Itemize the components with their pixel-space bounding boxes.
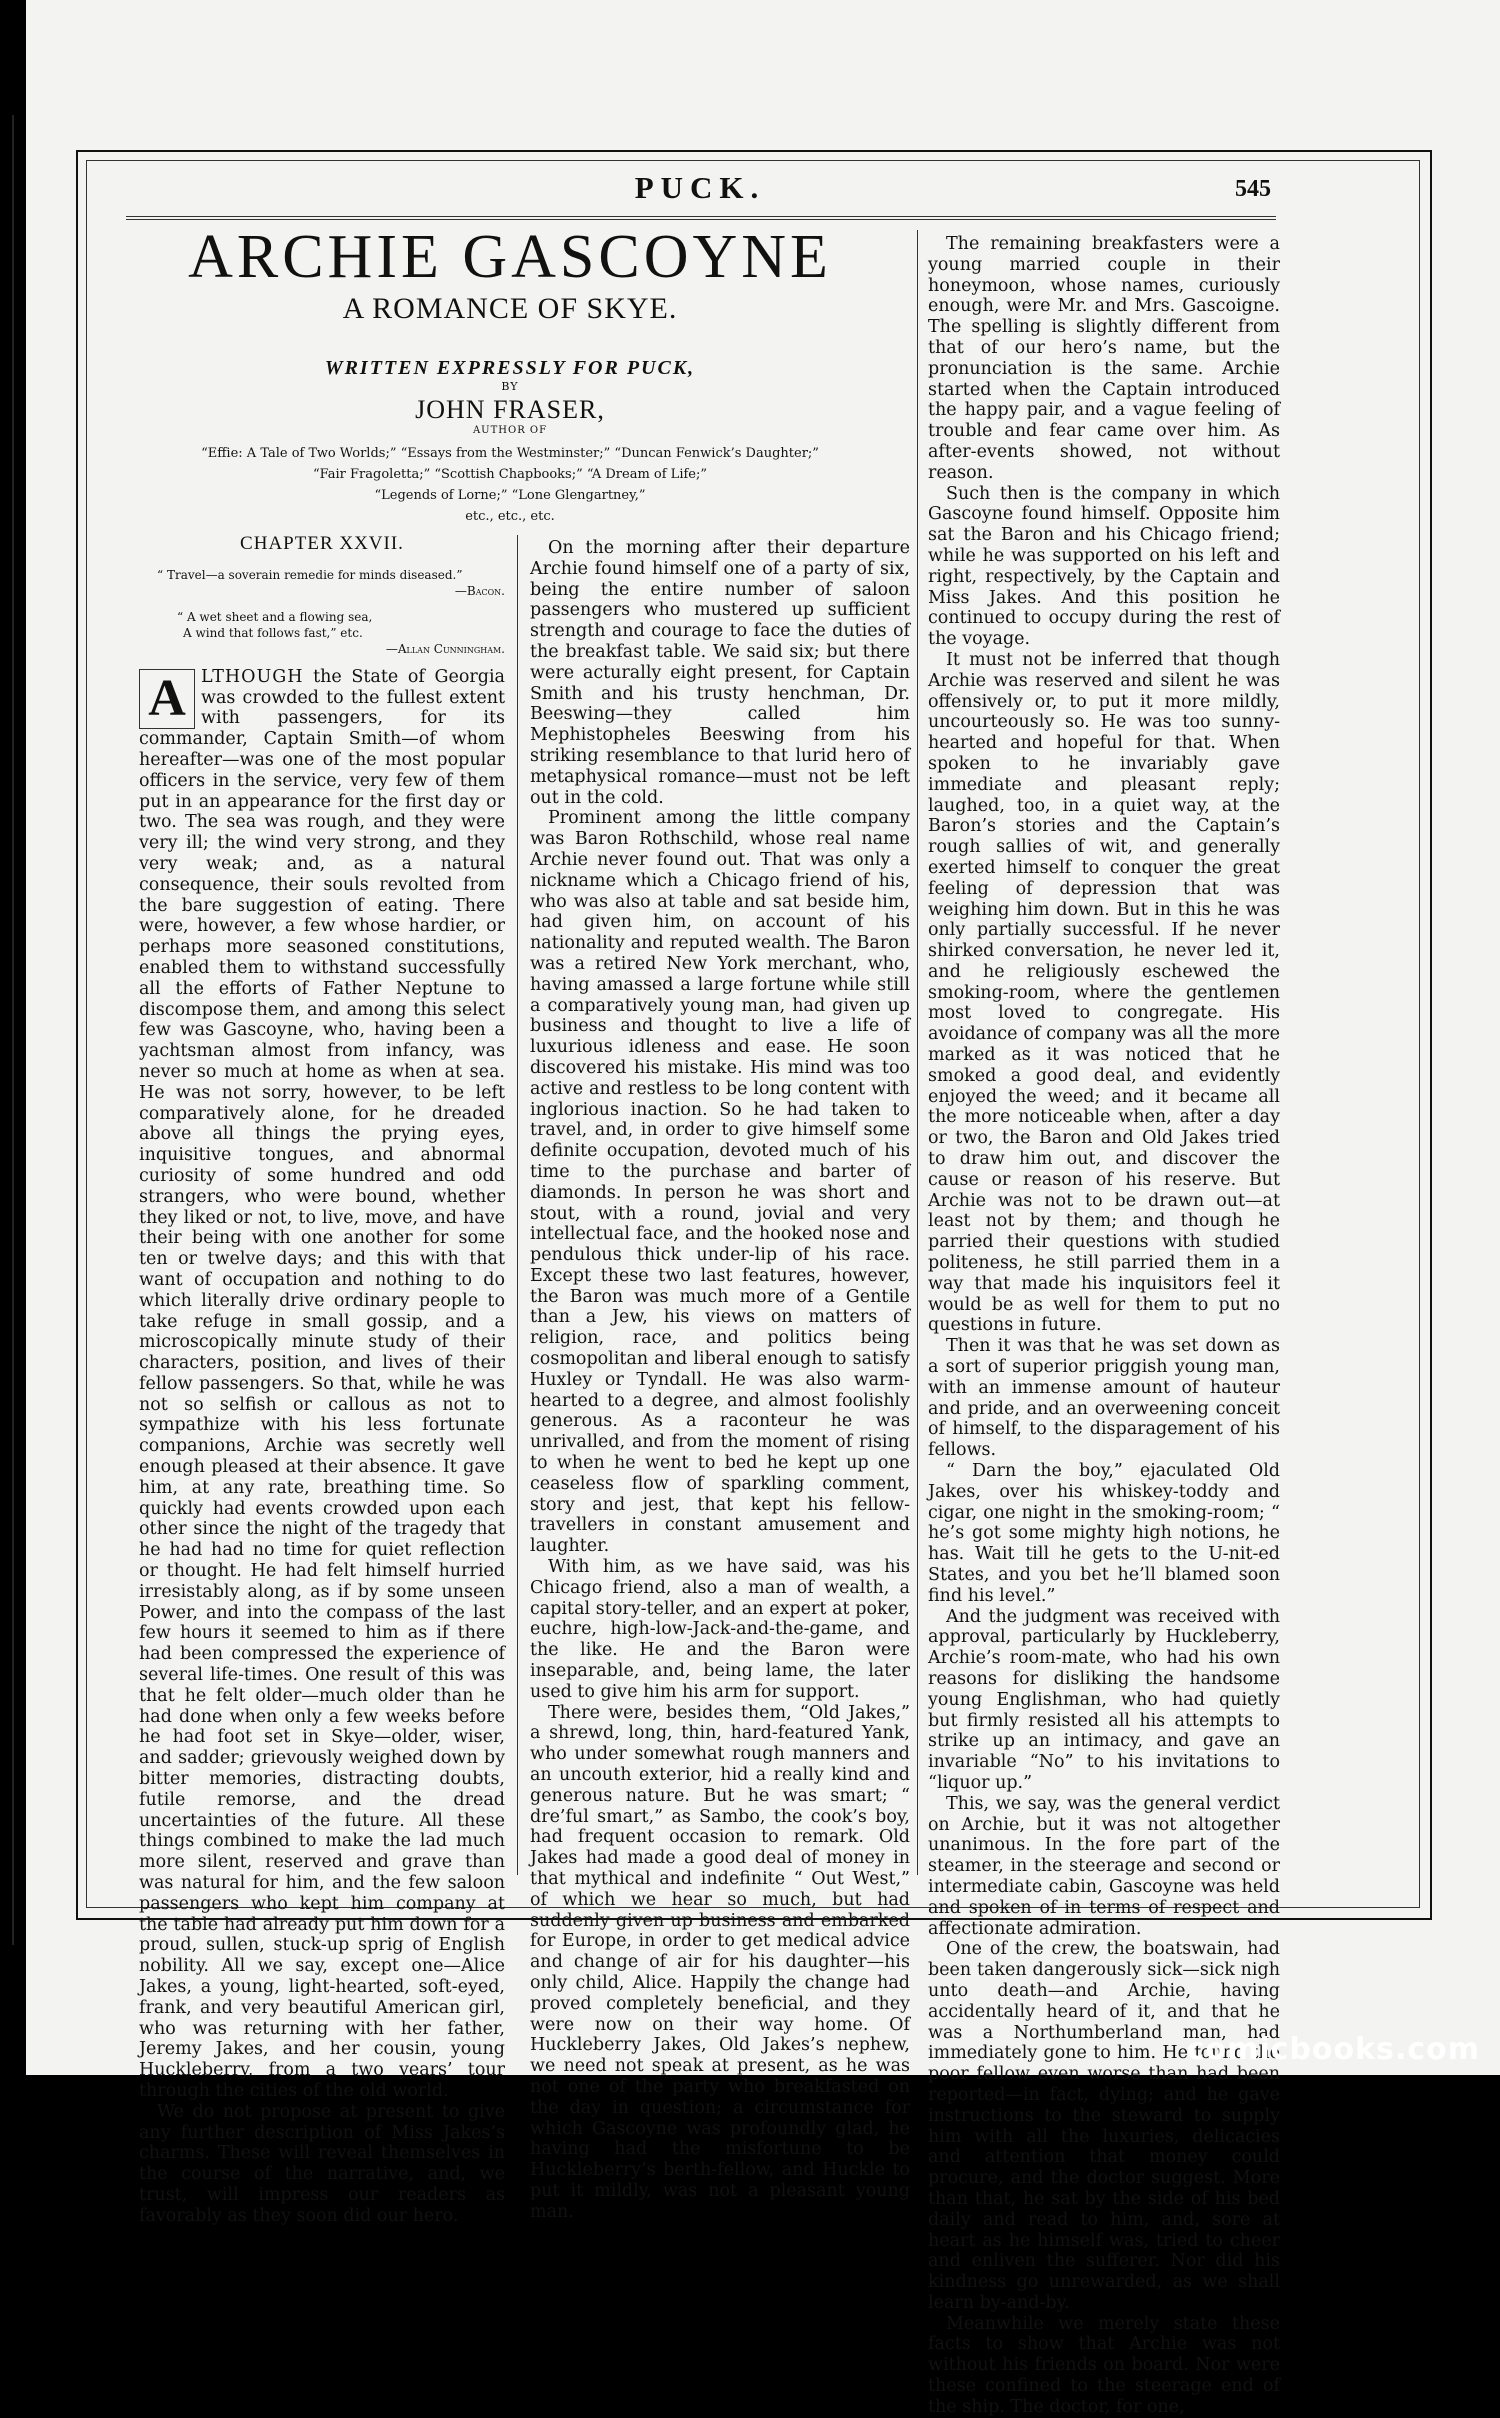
- paragraph: “ Darn the boy,” ejaculated Old Jakes, over his whiskey-toddy and cigar, one night in the smoking-room; “ he’s got some mighty high notions, he has. Wait till he gets to the U-nit-ed States, and you bet he’ll blamed soon find his level.”: [928, 1461, 1280, 1606]
- paragraph: We do not propose at present to give any further description of Miss Jakes’s charms. These will reveal themselves in the course of the narrative, and, we trust, will impress our readers as favorably as they soon did our hero.: [139, 2101, 505, 2226]
- opening-word: LTHOUGH: [201, 666, 304, 687]
- paragraph: With him, as we have said, was his Chicago friend, also a man of wealth, a capital story-teller, and an expert at poker, euchre, high-low-Jack-and-the-game, and the like. He and the Baron were inseparable, and, being lame, the later used to give him his arm for support.: [530, 1557, 910, 1702]
- header-rule: [126, 216, 1276, 217]
- works-line: “Fair Fragoletta;” “Scottish Chapbooks;” “A Dream of Life;”: [312, 467, 708, 482]
- column-divider: [917, 230, 918, 1875]
- site-watermark: comicbooks.com: [1186, 2032, 1480, 2067]
- text-column-2: [530, 538, 910, 2223]
- author-of-label: AUTHOR OF: [472, 425, 548, 436]
- text-column-3: [928, 234, 1280, 2418]
- paragraph: This, we say, was the general verdict on Archie, but it was not altogether unanimous. In the fore part of the steamer, in the steerage and second or intermediate cabin, Gascoyne was held and spoken of in terms of respect and affectionate admiration.: [928, 1793, 1280, 1939]
- opening-paragraph-text: the State of Georgia was crowded to the fullest extent with passengers, for its commander, Captain Smith—of whom hereafter—was one of the most popular officers in the service, very few of them put in an appearance for the first day or two. The sea was rough, and they were very ill; the wind very strong, and they very weak; and, as a natural consequence, their souls revolted from the bare suggestion of eating. There were, however, a few whose hardier, or perhaps more seasoned constitutions, enabled them to withstand successfully all the efforts of Father Neptune to discompose them, and among this select few was Gascoyne, who, having been a yachtsman almost from infancy, was never so much at home as when at sea. He was not sorry, however, to be left comparatively alone, for he dreaded above all things the prying eyes, inquisitive tongues, and abnormal curiosity of some hundred and odd strangers, who were bound, whether they liked or not, to live, move, and have their being with one another for some ten or twelve days; and this with that want of occupation and nothing to do which literally drive ordinary people to take refuge in small gossip, and a microscopically minute study of their characters, position, and lives of their fellow passengers. So that, while he was not so selfish or callous as not to sympathize with his less fortunate companions, Archie was secretly well enough pleased at their absence. It gave him, at any rate, breathing time. So quickly had events crowded upon each other since the night of the tragedy that he had had no time for quiet reflection or thought. He had felt himself hurried irresistably along, as if by some unseen Power, and into the compass of the last few hours it seemed to him as if there had been compressed the experience of several life-times. One result of this was that he felt older—much older than he had done when only a few weeks before he had foot set in Skye—older, wiser, and sadder; grievously weighed down by bitter memories, distracting doubts, futile remorse, and the dread uncertainties of the future. All these things combined to make the lad much more silent, reserved and grave than was natural for him, and the few saloon passengers who kept him company at the table had already put him down for a proud, sullen, stuck-up sprig of English nobility. All we say, except one—Alice Jakes, a young, light-hearted, soft-eyed, frank, and very beautiful American girl, who was returning with her father, Jeremy Jakes, and her cousin, young Huckleberry, from a two years’ tour through the cities of the old world.: [139, 666, 505, 2101]
- paragraph: One of the crew, the boatswain, had been taken dangerously sick—sick nigh unto death—and Archie, having accidentally heard of it, and that he was a Northumberland man, had immediately gone to him. He found the poor fellow even worse than had been reported—in fact, dying; and he gave instructions to the steward to supply him with all the luxuries, delicacies and attention that money could procure, and the doctor suggest. More than that, he sat by the side of his bed daily and read to him, and, sore at heart as he himself was, tried to cheer and enliven the sufferer. Nor did his kindness go unrewarded, as we shall learn by-and-by.: [928, 1939, 1280, 2313]
- header-rule-secondary: [126, 219, 1276, 220]
- page-number: 545: [1235, 176, 1271, 202]
- written-for-line: WRITTEN EXPRESSLY FOR PUCK,: [324, 357, 696, 379]
- epigraph-bacon: [139, 567, 505, 599]
- chapter-heading: CHAPTER XXVII.: [240, 533, 404, 554]
- paragraph: Then it was that he was set down as a sort of superior priggish young man, with an immense amount of hauteur and pride, and an overweening conceit of himself, to the disparagement of his fellows.: [928, 1336, 1280, 1461]
- paragraph: Such then is the company in which Gascoyne found himself. Opposite him sat the Baron and his Chicago friend; while he was supported on his left and right, respectively, by the Captain and Miss Jakes. And this position he continued to occupy during the rest of the voyage.: [928, 483, 1280, 650]
- paragraph: On the morning after their departure Archie found himself one of a party of six, being the entire number of saloon passengers who mustered up sufficient strength and courage to face the duties of the breakfast table. We said six; but there were acturally eight present, for Captain Smith and his trusty henchman, Dr. Beeswing—they called him Mephistopheles Beeswing from his striking resemblance to that lurid hero of metaphysical romance—must not be left out in the cold.: [530, 538, 910, 808]
- works-line: etc., etc., etc.: [465, 509, 555, 524]
- adjacent-page-edge: [0, 115, 14, 1945]
- author-name: JOHN FRASER,: [415, 395, 605, 424]
- paragraph: Prominent among the little company was Baron Rothschild, whose real name Archie never found out. That was only a nickname which a Chicago friend of his, who was also at table and sat beside him, had given him, on account of his nationality and reputed wealth. The Baron was a retired New York merchant, who, having amassed a large fortune while still a comparatively young man, had given up business and thought to live a life of luxurious idleness and ease. He soon discovered his mistake. His mind was too active and restless to be long content with inglorious inaction. So he had taken to travel, and, in order to give himself some definite occupation, devoted much of his time to the purchase and barter of diamonds. In person he was short and stout, with a round, jovial and very intellectual face, and the hooked nose and pendulous thick under-lip of his race. Except these two last features, however, the Baron was much more of a Gentile than a Jew, his views on matters of religion, race, and politics being cosmopolitan and liberal enough to satisfy Huxley or Tyndall. He was also warm-hearted to a degree, and almost foolishly generous. As a raconteur he was unrivalled, and from the moment of rising to when he went to bed he kept up one ceaseless flow of sparkling comment, story and jest, that kept his fellow-travellers in constant amusement and laughter.: [530, 808, 910, 1557]
- author-works-list: [110, 443, 910, 527]
- text-column-1: [139, 534, 505, 2227]
- drop-cap: A: [139, 669, 195, 729]
- works-line: “Effie: A Tale of Two Worlds;” “Essays from the Westminster;” “Duncan Fenwick’s Daughter;”: [201, 446, 819, 461]
- epigraph-text: “ A wet sheet and a flowing sea,: [177, 609, 373, 624]
- paragraph: The remaining breakfasters were a young married couple in their honeymoon, whose names, curiously enough, were Mr. and Mrs. Gascoigne. The spelling is slightly different from that of our hero’s name, but the pronunciation is the same. Archie started when the Captain introduced the happy pair, and a vague feeling of trouble and fear came over him. As after-events showed, not without reason.: [928, 234, 1280, 483]
- works-line: “Legends of Lorne;” “Lone Glengartney,”: [374, 488, 646, 503]
- epigraph-text: A wind that follows fast,” etc.: [183, 625, 363, 640]
- epigraph-cunningham: [159, 609, 505, 657]
- epigraph-text: “ Travel—a soverain remedie for minds diseased.”: [157, 567, 463, 582]
- article-subtitle: A ROMANCE OF SKYE.: [342, 292, 678, 325]
- paragraph: And the judgment was received with approval, particularly by Huckleberry, Archie’s room-mate, who had his own reasons for disliking the handsome young Englishman, who had quietly but firmly resisted all his attempts to strike up an intimacy, and gave an invariable “No” to his invitations to “liquor up.”: [928, 1606, 1280, 1793]
- opening-paragraph: [139, 667, 505, 2102]
- paragraph: There were, besides them, “Old Jakes,” a shrewd, long, thin, hard-featured Yank, who under somewhat rough manners and an uncouth exterior, hid a really kind and generous nature. But he was smart; “ dre’ful smart,” as Sambo, the cook’s boy, had frequent occasion to remark. Old Jakes had made a good deal of money in that mythical and indefinite “ Out West,” of which we hear so much, but had suddenly given up business and embarked for Europe, in order to get medical advice and change of air for his daughter—his only child, Alice. Happily the change had proved completely beneficial, and they were now on their way home. Of Huckleberry Jakes, Old Jakes’s nephew, we need not speak at present, as he was not one of the party who breakfasted on the day in question; a circumstance for which Gascoyne was profoundly glad, he having had the misfortune to be Huckleberry’s berth-fellow, and Huckle to put it mildly, was not a pleasant young man.: [530, 1702, 910, 2222]
- epigraph-source: —Allan Cunningham.: [385, 641, 505, 656]
- byline-by: BY: [501, 380, 519, 393]
- running-title: PUCK.: [634, 170, 766, 205]
- column-divider: [517, 535, 518, 1875]
- epigraph-source: —Bacon.: [454, 583, 505, 598]
- paragraph: It must not be inferred that though Archie was reserved and silent he was offensively or, to put it more mildly, uncourteously so. He was too sunny-hearted and hopeful for that. When spoken to he invariably gave immediate and pleasant reply; laughed, too, in a quiet way, at the Baron’s stories and the Captain’s rough sallies of wit, and generally exerted himself to conquer the great feeling of depression that was weighing him down. But in this he was only partially successful. If he never shirked conversation, he never led it, and he religiously eschewed the smoking-room, where the gentlemen most loved to congregate. His avoidance of company was all the more marked as it was noticed that he smoked a good deal, and evidently enjoyed the weed; and it became all the more noticeable when, after a day or two, the Baron and Old Jakes tried to draw him out, and discover the cause or reason of his reserve. But Archie was not to be drawn out—at least not by them; and though he parried their questions with studied politeness, he still parried them in a way that made his inquisitors feel it would be as well for them to put no questions in future.: [928, 649, 1280, 1336]
- paragraph: Meanwhile we merely state these facts to show that Archie was not without his friends on board. Nor were these confined to the steerage end of the ship. The doctor, for one,: [928, 2313, 1280, 2417]
- article-title: ARCHIE GASCOYNE: [188, 223, 832, 291]
